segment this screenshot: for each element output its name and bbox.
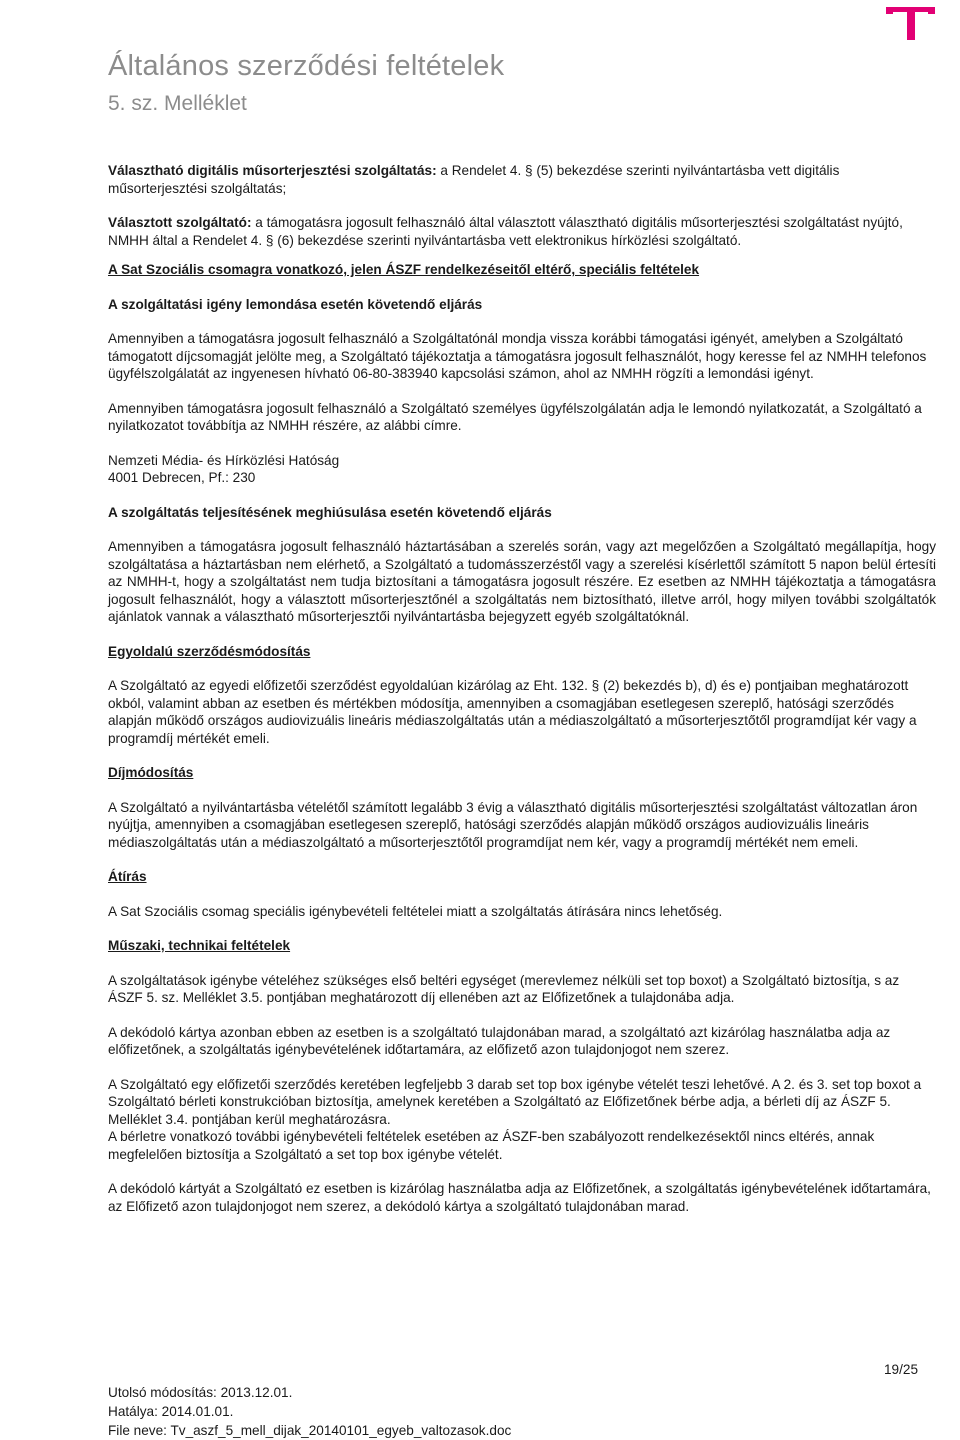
paragraph: A szolgáltatások igénybe vételéhez szükséges első beltéri egységet (merevlemez nélküli set top boxot) a Szolgáltató biztosítja, s az ÁSZF 5. sz. Melléklet 3.5. pontjában meghatározott díj ellenében azt az Előfizetőnek a tulajdonába adja. <box>108 972 900 1005</box>
definition-paragraph <box>108 214 936 249</box>
section-heading: Műszaki, technikai feltételek <box>108 938 291 953</box>
paragraph: A Szolgáltató az egyedi előfizetői szerződést egyoldalúan kizárólag az Eht. 132. § (2) bekezdés b), d) és e) pontjaiban meghatározott okból, valamint abban az esetben és mértékben módosítja, amennyiben a csomagjában esetlegesen szereplő, hatósági szerződés alapján működő országos audiovizuális lineáris médiaszolgáltatás után a médiaszolgáltató a műsorterjesztőtől programdíjat kér vagy a programdíj mértékét emeli. <box>108 678 917 746</box>
document-subtitle: 5. sz. Melléklet <box>108 92 247 115</box>
section-heading: A szolgáltatási igény lemondása esetén követendő eljárás <box>108 296 483 312</box>
definition-text: a Rendelet 4. § (5) bekezdése szerinti nyilvántartásba vett digitális műsorterjesztési szolgáltatás; <box>108 163 840 196</box>
address-line: Nemzeti Média- és Hírközlési Hatóság <box>108 452 340 468</box>
footer-filename: File neve: Tv_aszf_5_mell_dijak_20140101_egyeb_valtozasok.doc <box>108 1423 512 1438</box>
footer <box>108 1383 511 1440</box>
section-heading: Átírás <box>108 869 147 884</box>
definition-term: Választható digitális műsorterjesztési szolgáltatás: <box>108 163 437 178</box>
address-line: 4001 Debrecen, Pf.: 230 <box>108 470 256 485</box>
paragraph: A dekódoló kártya azonban ebben az esetben is a szolgáltató tulajdonában marad, a szolgáltató azt kizárólag használatba adja az előfizetőnek, a szolgáltatás igénybevételének időtartamára, az előfizető azon tulajdonjogot nem szerez. <box>108 1024 891 1057</box>
paragraph: Amennyiben támogatásra jogosult felhasználó a Szolgáltató személyes ügyfélszolgálatán adja le lemondó nyilatkozatát, a Szolgáltató a nyilatkozatot továbbítja az NMHH részére, az alábbi címre. <box>108 400 922 433</box>
definition-term: Választott szolgáltató: <box>108 215 252 230</box>
section-heading-main: A Sat Szociális csomagra vonatkozó, jelen ÁSZF rendelkezéseitől eltérő, speciális feltételek <box>108 262 700 277</box>
paragraph: A bérletre vonatkozó további igénybevételi feltételek esetében az ÁSZF-ben szabályozott rendelkezésektől nincs eltérés, annak megfelelően biztosítja a Szolgáltató a set top box igénybe vételét. <box>108 1129 875 1162</box>
definition-paragraph <box>108 162 936 197</box>
paragraph: Amennyiben a támogatásra jogosult felhasználó a Szolgáltatónál mondja vissza korábbi támogatási igényét, amelyben a Szolgáltató támogatott díjcsomagját jelölte meg, a Szolgáltató tájékoztatja a támogatásra jogosult felhasználót, hogy keresse fel az NMHH telefonos ügyfélszolgálatát az ingyenesen hívható 06-80-383940 kapcsolási számon, ahol az NMHH rögzíti a lemondási igényt. <box>108 331 927 381</box>
definition-text: a támogatásra jogosult felhasználó által választott választható digitális műsorterjesztési szolgáltatást nyújtó, NMHH által a Rendelet 4. § (6) bekezdése szerinti nyilvántartásba vett elektronikus hírközlési szolgáltató. <box>108 215 903 248</box>
section-heading: Egyoldalú szerződésmódosítás <box>108 643 311 659</box>
page-number: 19/25 <box>884 1362 919 1377</box>
paragraph: A Szolgáltató egy előfizetői szerződés keretében legfeljebb 3 darab set top box igénybe vételét teszi lehetővé. A 2. és 3. set top boxot a Szolgáltató bérleti konstrukcióban biztosítja, amelynek keretében a Szolgáltató az Előfizetőnek bérbe adja, a bérleti díj az ÁSZF 5. Melléklet 3.4. pontjában kerül meghatározásra. <box>108 1076 922 1127</box>
paragraph: A dekódoló kártyát a Szolgáltató ez esetben is kizárólag használatba adja az Előfizetőnek, a szolgáltatás igénybevételének időtartamára, az Előfizető azon tulajdonjogot nem szerez, a dekódoló kártya a szolgáltató tulajdonában marad. <box>108 1181 931 1214</box>
telekom-logo <box>880 0 942 40</box>
paragraph: Amennyiben a támogatásra jogosult felhasználó háztartásában a szerelés során, vagy azt megelőzően a Szolgáltató megállapítja, hogy szolgáltatása a háztartásban nem elérhető, a Szolgáltató a tudomásszerzéstől vagy a szerelési kísérlettől számított 5 napon belül értesíti az NMHH-t, hogy a szolgáltatást nem tudja biztosítani a támogatásra jogosult részére. Ez esetben az NMHH tájékoztatja a támogatásra jogosult felhasználót, hogy a választott műsorterjesztőnél a szolgáltatás nem biztosítható, illetve arról, hogy milyen további szolgáltatók ajánlatok vannak a választható műsorterjesztői nyilvántartásba bejegyzett egyéb szolgáltatóknál. <box>108 539 936 624</box>
section-heading: A szolgáltatás teljesítésének meghiúsulása esetén követendő eljárás <box>108 504 552 520</box>
paragraph: A Sat Szociális csomag speciális igénybevételi feltételei miatt a szolgáltatás átírására nincs lehetőség. <box>108 903 723 919</box>
document-title: Általános szerződési feltételek <box>108 50 505 82</box>
section-heading: Díjmódosítás <box>108 765 194 780</box>
document-body <box>108 162 936 1232</box>
footer-modified: Utolsó módosítás: 2013.12.01. <box>108 1385 293 1400</box>
footer-effective: Hatálya: 2014.01.01. <box>108 1404 234 1419</box>
paragraph: A Szolgáltató a nyilvántartásba vételétől számított legalább 3 évig a választható digitális műsorterjesztési szolgáltatást változatlan áron nyújtja, amennyiben a csomagjában esetlegesen szereplő, hatósági szerződés alapján működő országos audiovizuális lineáris médiaszolgáltatás után a médiaszolgáltató a műsorterjesztőtől programdíjat nem kér, vagy a programdíj mértékét nem emeli. <box>108 799 918 850</box>
